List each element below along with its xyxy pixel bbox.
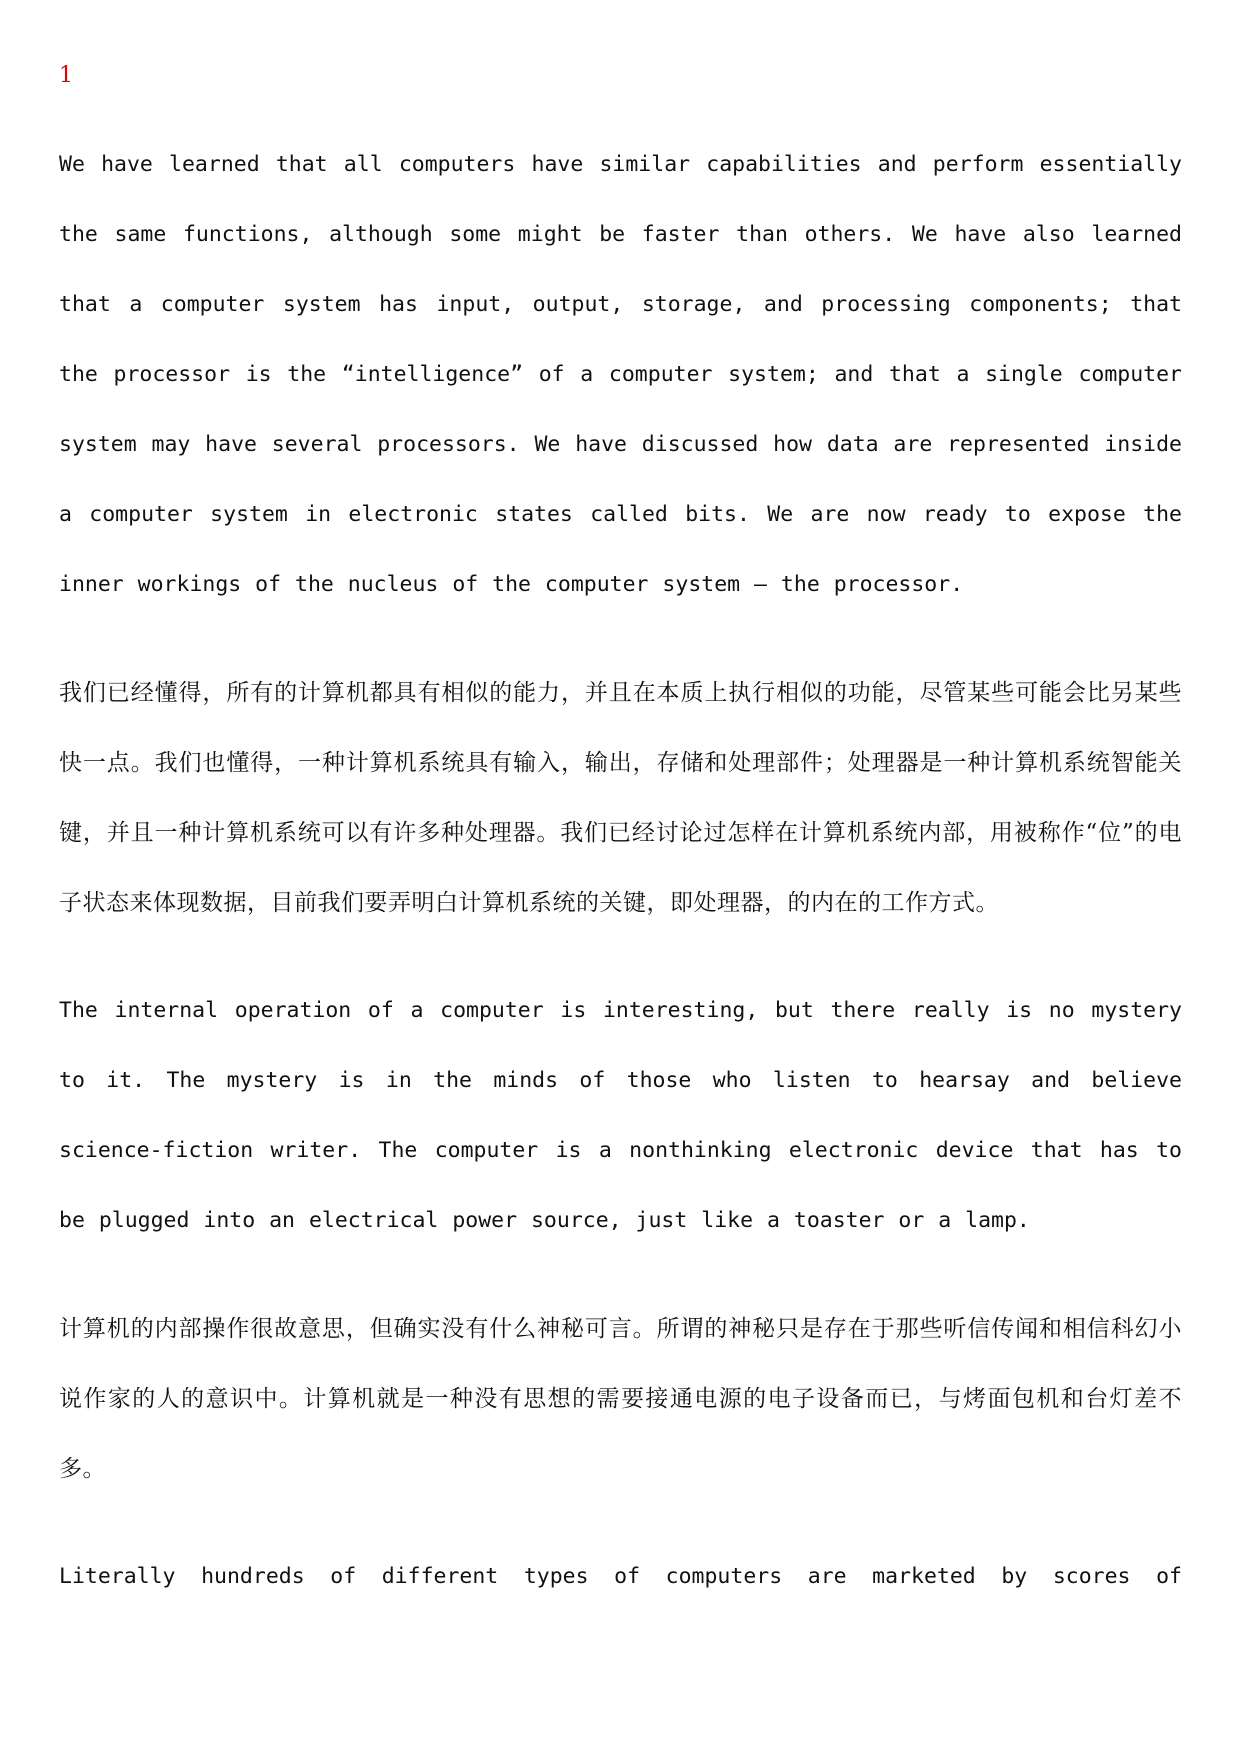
page-number: 1 <box>59 63 73 88</box>
paragraph-gap <box>59 1504 1182 1542</box>
paragraph-english-2: The internal operation of a computer is interesting, but there really is no mystery to it. The mystery is in the minds of those who listen to hearsay and believe science-fiction writer. The computer is a nonthinking electronic device that has to be plugged into an electrical power source, just like a toaster or a lamp. <box>59 998 1182 1233</box>
paragraph-english-1: We have learned that all computers have similar capabilities and perform essentially the same functions, although some might be faster than others. We have also learned that a computer system has input, output, storage, and processing components; that the processor is the “intelligence” of a computer system; and that a single computer system may have several processors. We have discussed how data are represented inside a computer system in electronic states called bits. We are now ready to expose the inner workings of the nucleus of the computer system — the processor. <box>59 152 1182 597</box>
paragraph-english-3: Literally hundreds of different types of computers are marketed by scores of <box>59 1564 1182 1589</box>
paragraph-chinese-2: 计算机的内部操作很故意思，但确实没有什么神秘可言。所谓的神秘只是存在于那些听信传闻和相信科幻小说作家的人的意识中。计算机就是一种没有思想的需要接通电源的电子设备而已，与烤面包机和台灯差不多。 <box>59 1316 1182 1482</box>
paragraph-gap <box>59 1256 1182 1294</box>
document-page <box>59 60 1182 1612</box>
paragraph-gap <box>59 620 1182 658</box>
paragraph-chinese-1: 我们已经懂得，所有的计算机都具有相似的能力，并且在本质上执行相似的功能，尽管某些可能会比另某些快一点。我们也懂得，一种计算机系统具有输入，输出，存储和处理部件；处理器是一种计算机系统智能关键，并且一种计算机系统可以有许多种处理器。我们已经讨论过怎样在计算机系统内部，用被称作“位”的电子状态来体现数据，目前我们要弄明白计算机系统的关键，即处理器，的内在的工作方式。 <box>59 680 1182 916</box>
paragraph-gap <box>59 938 1182 976</box>
